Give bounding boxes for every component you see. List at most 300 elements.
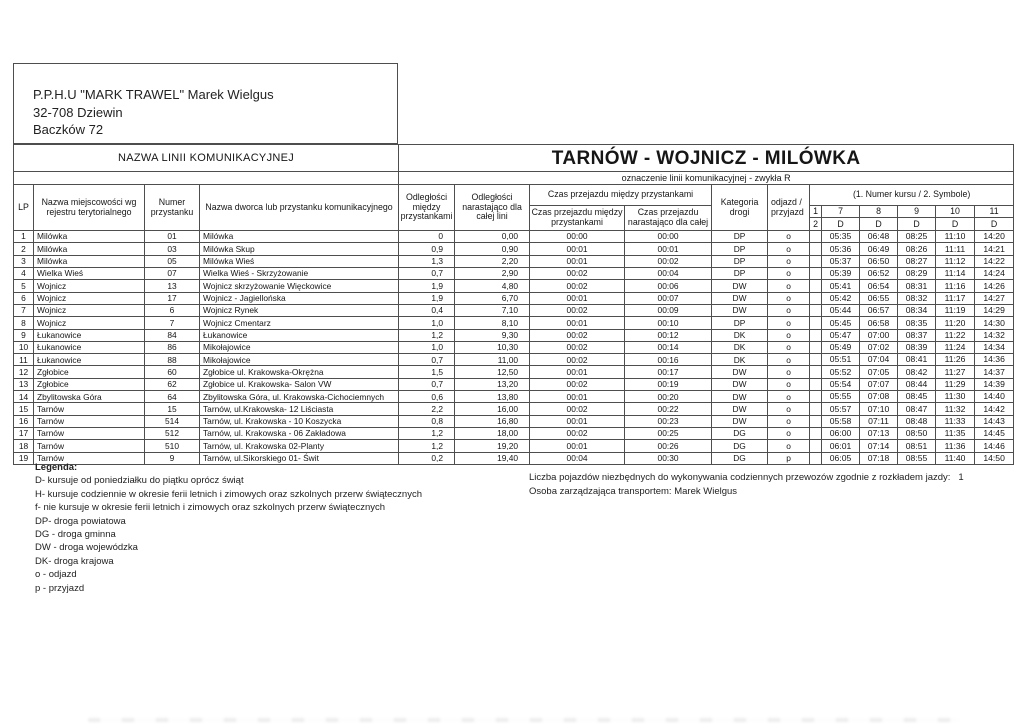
cell-time-kurs-11: 14:40 [975,391,1014,403]
cell-road-category: DG [712,452,768,464]
cell-time-kurs-8: 07:04 [860,354,898,366]
cell-road-category: DW [712,366,768,378]
cell-time-kurs-8: 06:48 [860,231,898,243]
cell-time-cumulative: 00:00 [625,231,712,243]
cell-road-category: DG [712,428,768,440]
cell-road-category: DP [712,243,768,255]
cell-road-category: DK [712,354,768,366]
table-row [14,341,1014,353]
cell-dist-cumulative: 13,20 [455,378,530,390]
cell-departure-arrival: o [768,415,810,427]
cell-stop-name: Tarnów, ul.Sikorskiego 01- Świt [200,452,399,464]
table-row [14,415,1014,427]
header-stop-number: Numer przystanku [145,185,200,231]
cell-road-category: DG [712,440,768,452]
cell-time-kurs-10: 11:16 [936,280,975,292]
kurs-number: 8 [860,206,898,218]
cell-dist-cumulative: 2,20 [455,255,530,267]
cell-time-kurs-11: 14:24 [975,267,1014,279]
cell-time-kurs-11: 14:29 [975,304,1014,316]
kurs-symbol: D [898,218,936,231]
legend-line: f- nie kursuje w okresie ferii letnich i zimowych oraz szkolnych przerw świątecznych [35,502,386,514]
cell-time-between: 00:02 [530,280,625,292]
cell-time-kurs-8: 06:57 [860,304,898,316]
line-title: TARNÓW - WOJNICZ - MILÓWKA [399,145,1014,172]
header-time-cumulative: Czas przejazdu narastająco dla całej [625,206,712,231]
cell-time-kurs-9: 08:41 [898,354,936,366]
table-row [14,243,1014,255]
table-row [14,366,1014,378]
table-row [14,391,1014,403]
table-row [14,304,1014,316]
cell-time-kurs-8: 06:55 [860,292,898,304]
cell-road-category: DW [712,415,768,427]
kurs-number: 10 [936,206,975,218]
table-row [14,440,1014,452]
cell-stop-number: 9 [145,452,200,464]
cell-time-kurs-7: 06:01 [822,440,860,452]
cell-lp: 4 [14,267,34,279]
cell-time-kurs-11: 14:20 [975,231,1014,243]
cell-dist-between: 0,8 [399,415,455,427]
cell-departure-arrival: o [768,354,810,366]
cell-time-kurs-10: 11:32 [936,403,975,415]
cell-stop-number: 510 [145,440,200,452]
kurs-symbol: D [975,218,1014,231]
cell-time-kurs-9: 08:31 [898,280,936,292]
cell-departure-arrival: o [768,243,810,255]
cell-time-kurs-10: 11:40 [936,452,975,464]
cell-time-between: 00:01 [530,317,625,329]
cell-time-kurs-7: 05:54 [822,378,860,390]
cell-time-kurs-10: 11:36 [936,440,975,452]
cell-time-cumulative: 00:02 [625,255,712,267]
cell-dist-between: 0,9 [399,243,455,255]
cell-stop-name: Łukanowice [200,329,399,341]
cell-time-kurs-10: 11:11 [936,243,975,255]
cell-dist-between: 1,2 [399,440,455,452]
cell-time-cumulative: 00:07 [625,292,712,304]
cell-time-kurs-10: 11:26 [936,354,975,366]
cell-place-name: Milówka [34,243,145,255]
cell-lp: 18 [14,440,34,452]
cell-place-name: Wojnicz [34,292,145,304]
cell-dist-cumulative: 18,00 [455,428,530,440]
cell-time-between: 00:04 [530,452,625,464]
table-row [14,267,1014,279]
cell-time-kurs-10: 11:29 [936,378,975,390]
cell-dist-between: 0 [399,231,455,243]
cell-stop-name: Milówka Wieś [200,255,399,267]
kurs-symbol: D [936,218,975,231]
cell-time-kurs-10: 11:10 [936,231,975,243]
cell-place-name: Milówka [34,231,145,243]
cell-time-kurs-9: 08:50 [898,428,936,440]
cell-time-kurs-11: 14:26 [975,280,1014,292]
company-name: P.P.H.U "MARK TRAWEL" Marek Wielgus [33,87,274,102]
cell-stop-name: Wojnicz Rynek [200,304,399,316]
cell-road-category: DW [712,280,768,292]
cell-place-name: Łukanowice [34,341,145,353]
cell-time-kurs-9: 08:42 [898,366,936,378]
cell-spacer [810,391,822,403]
cell-time-cumulative: 00:14 [625,341,712,353]
table-row [14,403,1014,415]
cell-time-between: 00:02 [530,378,625,390]
cell-time-kurs-7: 05:45 [822,317,860,329]
company-postal-city: 32-708 Dziewin [33,104,123,120]
cell-time-kurs-10: 11:17 [936,292,975,304]
cell-time-kurs-9: 08:55 [898,452,936,464]
cell-stop-name: Wielka Wieś - Skrzyżowanie [200,267,399,279]
table-row [14,255,1014,267]
line-designation-row [14,172,1014,185]
legend-line: DK- droga krajowa [35,555,114,567]
cell-stop-name: Zbylitowska Góra, ul. Krakowska-Cichociemnych [200,391,399,403]
cell-time-cumulative: 00:30 [625,452,712,464]
cell-lp: 11 [14,354,34,366]
cell-dist-between: 2,2 [399,403,455,415]
cell-lp: 8 [14,317,34,329]
header-lp: LP [14,185,34,231]
table-row [14,292,1014,304]
cell-time-kurs-10: 11:20 [936,317,975,329]
cell-stop-number: 86 [145,341,200,353]
cell-stop-name: Zgłobice ul. Krakowska- Salon VW [200,378,399,390]
cell-time-kurs-8: 07:13 [860,428,898,440]
cell-stop-number: 514 [145,415,200,427]
header-dist-cumulative: Odległości narastająco dla całej lini [455,185,530,231]
cell-time-kurs-8: 07:14 [860,440,898,452]
legend-line: DG - droga gminna [35,529,116,541]
cell-spacer [810,378,822,390]
cell-time-kurs-9: 08:27 [898,255,936,267]
cell-time-kurs-11: 14:37 [975,366,1014,378]
cell-road-category: DW [712,378,768,390]
cell-lp: 10 [14,341,34,353]
cell-stop-number: 84 [145,329,200,341]
cell-time-kurs-11: 14:21 [975,243,1014,255]
cell-time-kurs-9: 08:35 [898,317,936,329]
cell-spacer [810,329,822,341]
header-place: Nazwa miejscowości wg rejestru terytorialnego [34,185,145,231]
cell-dist-between: 1,5 [399,366,455,378]
cell-dist-between: 1,3 [399,255,455,267]
cell-road-category: DP [712,317,768,329]
cell-time-kurs-8: 07:08 [860,391,898,403]
cell-time-cumulative: 00:19 [625,378,712,390]
kurs-number: 11 [975,206,1014,218]
cell-spacer [810,292,822,304]
line-name-header: NAZWA LINII KOMUNIKACYJNEJ [14,145,399,172]
cell-time-kurs-8: 06:52 [860,267,898,279]
cell-time-cumulative: 00:16 [625,354,712,366]
cell-time-kurs-7: 05:37 [822,255,860,267]
cell-stop-name: Mikołajowice [200,341,399,353]
cell-time-kurs-9: 08:45 [898,391,936,403]
timetable-table [13,144,1014,465]
cell-dist-between: 0,7 [399,267,455,279]
cell-time-cumulative: 00:25 [625,428,712,440]
cell-time-between: 00:02 [530,428,625,440]
header-time-group: Czas przejazdu między przystankami [530,185,712,206]
cell-time-cumulative: 00:09 [625,304,712,316]
cell-dist-cumulative: 16,80 [455,415,530,427]
cell-dist-cumulative: 8,10 [455,317,530,329]
cell-time-cumulative: 00:23 [625,415,712,427]
kurs-symbol: D [860,218,898,231]
cell-time-cumulative: 00:26 [625,440,712,452]
cell-time-kurs-8: 07:10 [860,403,898,415]
cell-time-kurs-11: 14:34 [975,341,1014,353]
cell-road-category: DW [712,403,768,415]
table-row [14,317,1014,329]
cell-time-kurs-8: 06:54 [860,280,898,292]
legend-line: H- kursuje codziennie w okresie ferii letnich i zimowych oraz szkolnych przerw świątecznych [35,488,422,500]
cell-stop-number: 62 [145,378,200,390]
cell-spacer [810,231,822,243]
cell-time-kurs-10: 11:14 [936,267,975,279]
cell-time-kurs-9: 08:47 [898,403,936,415]
cell-dist-cumulative: 11,00 [455,354,530,366]
cell-lp: 9 [14,329,34,341]
cell-time-kurs-11: 14:43 [975,415,1014,427]
legend-line: o - odjazd [35,569,77,581]
cell-stop-name: Tarnów, ul. Krakowska - 10 Koszycka [200,415,399,427]
cell-time-between: 00:02 [530,267,625,279]
cell-spacer [810,267,822,279]
cell-dist-between: 1,0 [399,317,455,329]
cell-spacer [810,440,822,452]
cell-stop-number: 01 [145,231,200,243]
cell-time-kurs-9: 08:26 [898,243,936,255]
designation-spacer [14,172,399,185]
cell-time-kurs-8: 07:18 [860,452,898,464]
cell-time-kurs-7: 05:49 [822,341,860,353]
cell-departure-arrival: o [768,329,810,341]
cell-road-category: DK [712,341,768,353]
cell-road-category: DP [712,231,768,243]
cell-time-between: 00:02 [530,329,625,341]
legend-line: DP- droga powiatowa [35,515,126,527]
cell-time-between: 00:01 [530,440,625,452]
cell-spacer [810,403,822,415]
cell-dist-cumulative: 10,30 [455,341,530,353]
cell-time-cumulative: 00:10 [625,317,712,329]
cell-place-name: Tarnów [34,403,145,415]
cell-stop-number: 05 [145,255,200,267]
cell-dist-between: 1,0 [399,341,455,353]
cell-stop-name: Mikołajowice [200,354,399,366]
cell-time-kurs-9: 08:37 [898,329,936,341]
cell-dist-cumulative: 7,10 [455,304,530,316]
cell-dist-cumulative: 0,00 [455,231,530,243]
cell-time-kurs-10: 11:33 [936,415,975,427]
cell-departure-arrival: o [768,280,810,292]
cell-time-cumulative: 00:22 [625,403,712,415]
cell-dist-cumulative: 6,70 [455,292,530,304]
cell-stop-name: Tarnów, ul.Krakowska- 12 Liściasta [200,403,399,415]
cell-spacer [810,304,822,316]
cell-time-cumulative: 00:01 [625,243,712,255]
cell-time-kurs-8: 07:00 [860,329,898,341]
header-stop-name: Nazwa dworca lub przystanku komunikacyjnego [200,185,399,231]
legend [35,461,422,595]
legend-line: DW - droga wojewódzka [35,542,138,554]
kurs-symbol: D [822,218,860,231]
cell-stop-number: 03 [145,243,200,255]
cell-stop-number: 6 [145,304,200,316]
cell-time-kurs-10: 11:27 [936,366,975,378]
table-row [14,354,1014,366]
cell-time-between: 00:01 [530,255,625,267]
cell-departure-arrival: p [768,452,810,464]
cell-place-name: Tarnów [34,428,145,440]
cell-time-kurs-9: 08:25 [898,231,936,243]
cell-dist-cumulative: 0,90 [455,243,530,255]
cell-place-name: Łukanowice [34,354,145,366]
cell-time-cumulative: 00:12 [625,329,712,341]
header-kurs-group: (1. Numer kursu / 2. Symbole) [810,185,1014,206]
cell-time-kurs-7: 05:47 [822,329,860,341]
header-dist-between: Odległości między przystankami [399,185,455,231]
cell-place-name: Tarnów [34,452,145,464]
cell-departure-arrival: o [768,341,810,353]
cell-place-name: Wojnicz [34,304,145,316]
cell-lp: 12 [14,366,34,378]
cell-time-between: 00:00 [530,231,625,243]
cell-time-kurs-7: 05:58 [822,415,860,427]
cell-stop-name: Tarnów, ul. Krakowska 02-Planty [200,440,399,452]
cell-dist-between: 1,2 [399,428,455,440]
line-title-row [14,145,1014,172]
cell-stop-name: Milówka Skup [200,243,399,255]
scan-artifact [88,718,958,722]
cell-time-kurs-7: 06:05 [822,452,860,464]
cell-time-cumulative: 00:06 [625,280,712,292]
cell-time-kurs-9: 08:48 [898,415,936,427]
cell-dist-between: 0,6 [399,391,455,403]
cell-departure-arrival: o [768,231,810,243]
cell-stop-number: 07 [145,267,200,279]
cell-dist-between: 0,4 [399,304,455,316]
cell-departure-arrival: o [768,267,810,279]
cell-stop-name: Zgłobice ul. Krakowska-Okrężna [200,366,399,378]
cell-time-kurs-10: 11:35 [936,428,975,440]
cell-time-between: 00:01 [530,366,625,378]
company-address: Baczków 72 [33,122,104,137]
cell-place-name: Zgłobice [34,366,145,378]
cell-stop-number: 13 [145,280,200,292]
cell-dist-cumulative: 19,20 [455,440,530,452]
cell-place-name: Wojnicz [34,317,145,329]
cell-stop-name: Tarnów, ul. Krakowska - 06 Zakładowa [200,428,399,440]
cell-spacer [810,243,822,255]
cell-time-between: 00:01 [530,415,625,427]
cell-road-category: DW [712,304,768,316]
cell-lp: 2 [14,243,34,255]
cell-time-kurs-8: 07:05 [860,366,898,378]
cell-time-kurs-7: 05:57 [822,403,860,415]
cell-time-kurs-11: 14:39 [975,378,1014,390]
cell-lp: 5 [14,280,34,292]
cell-place-name: Zbylitowska Góra [34,391,145,403]
cell-time-kurs-7: 06:00 [822,428,860,440]
cell-stop-number: 88 [145,354,200,366]
cell-dist-cumulative: 9,30 [455,329,530,341]
line-designation: oznaczenie linii komunikacyjnej - zwykła R [399,172,1014,185]
cell-stop-number: 7 [145,317,200,329]
cell-lp: 6 [14,292,34,304]
cell-road-category: DW [712,391,768,403]
cell-time-kurs-11: 14:27 [975,292,1014,304]
cell-dist-between: 1,9 [399,292,455,304]
company-info-box [13,63,398,144]
cell-time-kurs-7: 05:36 [822,243,860,255]
cell-time-kurs-7: 05:35 [822,231,860,243]
cell-lp: 1 [14,231,34,243]
cell-spacer [810,341,822,353]
cell-departure-arrival: o [768,255,810,267]
cell-time-cumulative: 00:20 [625,391,712,403]
cell-lp: 15 [14,403,34,415]
cell-place-name: Łukanowice [34,329,145,341]
cell-departure-arrival: o [768,378,810,390]
header-road-category: Kategoria drogi [712,185,768,231]
cell-place-name: Zgłobice [34,378,145,390]
cell-time-kurs-8: 06:50 [860,255,898,267]
cell-time-between: 00:02 [530,354,625,366]
cell-road-category: DP [712,255,768,267]
cell-departure-arrival: o [768,440,810,452]
cell-place-name: Wojnicz [34,280,145,292]
cell-time-kurs-9: 08:51 [898,440,936,452]
cell-time-kurs-8: 07:02 [860,341,898,353]
cell-time-kurs-7: 05:41 [822,280,860,292]
cell-time-kurs-7: 05:39 [822,267,860,279]
note-manager: Osoba zarządzająca transportem: Marek Wielgus [529,485,738,497]
cell-dist-between: 0,7 [399,354,455,366]
cell-time-cumulative: 00:17 [625,366,712,378]
cell-time-kurs-8: 07:07 [860,378,898,390]
cell-time-kurs-9: 08:32 [898,292,936,304]
cell-time-kurs-9: 08:34 [898,304,936,316]
cell-time-kurs-7: 05:55 [822,391,860,403]
cell-time-kurs-10: 11:24 [936,341,975,353]
header-time-between: Czas przejazdu między przystankami [530,206,625,231]
cell-time-between: 00:02 [530,304,625,316]
cell-time-between: 00:01 [530,292,625,304]
cell-departure-arrival: o [768,366,810,378]
cell-time-kurs-11: 14:46 [975,440,1014,452]
cell-dist-cumulative: 2,90 [455,267,530,279]
cell-time-kurs-9: 08:39 [898,341,936,353]
notes-block [529,471,964,498]
table-row [14,428,1014,440]
cell-time-kurs-7: 05:51 [822,354,860,366]
cell-time-kurs-11: 14:42 [975,403,1014,415]
cell-time-kurs-7: 05:52 [822,366,860,378]
cell-lp: 13 [14,378,34,390]
cell-time-kurs-7: 05:44 [822,304,860,316]
cell-time-kurs-10: 11:19 [936,304,975,316]
cell-departure-arrival: o [768,317,810,329]
cell-time-kurs-11: 14:36 [975,354,1014,366]
cell-spacer [810,452,822,464]
cell-spacer [810,366,822,378]
cell-dist-between: 0,2 [399,452,455,464]
cell-dist-cumulative: 16,00 [455,403,530,415]
